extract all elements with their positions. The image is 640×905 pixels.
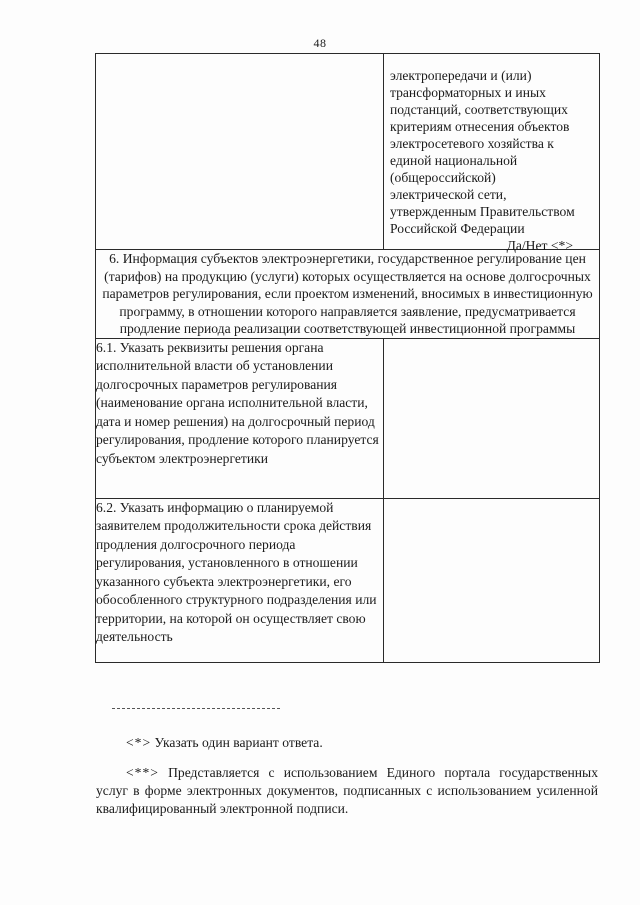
continuation-line: единой национальной — [390, 153, 518, 168]
continuation-left-cell — [96, 54, 384, 250]
continuation-line: электрической сети, — [390, 187, 507, 202]
page-number: 48 — [313, 36, 327, 50]
continuation-line: утвержденным Правительством — [390, 204, 575, 219]
footnote-2 — [96, 764, 598, 818]
footnote-2-mark: <**> — [126, 765, 159, 780]
footnote-separator — [112, 708, 280, 709]
continuation-line: электропередачи и (или) — [390, 68, 532, 83]
table-row-section-header — [96, 250, 600, 339]
footnote-2-text: Представляется с использованием Единого портала государственных услуг в форме электронных документов, подписанных с использованием усиленной квалифицированный электронной подписи. — [96, 765, 598, 816]
continuation-line: критериям отнесения объектов — [390, 119, 570, 134]
continuation-right-cell — [384, 54, 600, 253]
item-6-1-answer-cell — [384, 338, 600, 498]
item-6-2-question: 6.2. Указать информацию о планируемой заявителем продолжительности срока действия продления долгосрочного периода регулирования, установленного в отношении указанного субъекта электроэнергетики, его обособленного структурного подразделения или территории, на которой он осуществляет свою деятельность — [96, 498, 384, 662]
table-row-item-6-2 — [96, 498, 600, 662]
form-table — [95, 53, 600, 663]
item-6-1-question: 6.1. Указать реквизиты решения органа исполнительной власти об установлении долгосрочных параметров регулирования (наименование органа исполнительной власти, дата и номер решения) на долгосрочный период регулирования, продление которого планируется субъектом электроэнергетики — [96, 338, 384, 498]
footnote-1 — [126, 734, 323, 752]
continuation-line: подстанций, соответствующих — [390, 102, 568, 117]
continuation-line: электросетевого хозяйства к — [390, 136, 554, 151]
answer-yes-no: Да/Нет <*> — [506, 238, 573, 253]
continuation-line: Российской Федерации — [390, 221, 525, 236]
section-6-header: 6. Информация субъектов электроэнергетики, государственное регулирование цен (тарифов) на продукцию (услуги) которых осуществляется на основе долгосрочных параметров регулирования, если проектом изменений, вносимых в инвестиционную программу, в отношении которого направляется заявление, предусматривается продление периода реализации соответствующей инвестиционной программы — [96, 250, 600, 339]
continuation-line: трансформаторных и иных — [390, 85, 546, 100]
footnote-1-mark: <*> — [126, 735, 152, 750]
continuation-line: (общероссийской) — [390, 170, 496, 185]
footnote-1-text: Указать один вариант ответа. — [154, 735, 323, 750]
table-row-continuation — [96, 54, 600, 250]
item-6-2-answer-cell — [384, 498, 600, 662]
table-row-item-6-1 — [96, 338, 600, 498]
